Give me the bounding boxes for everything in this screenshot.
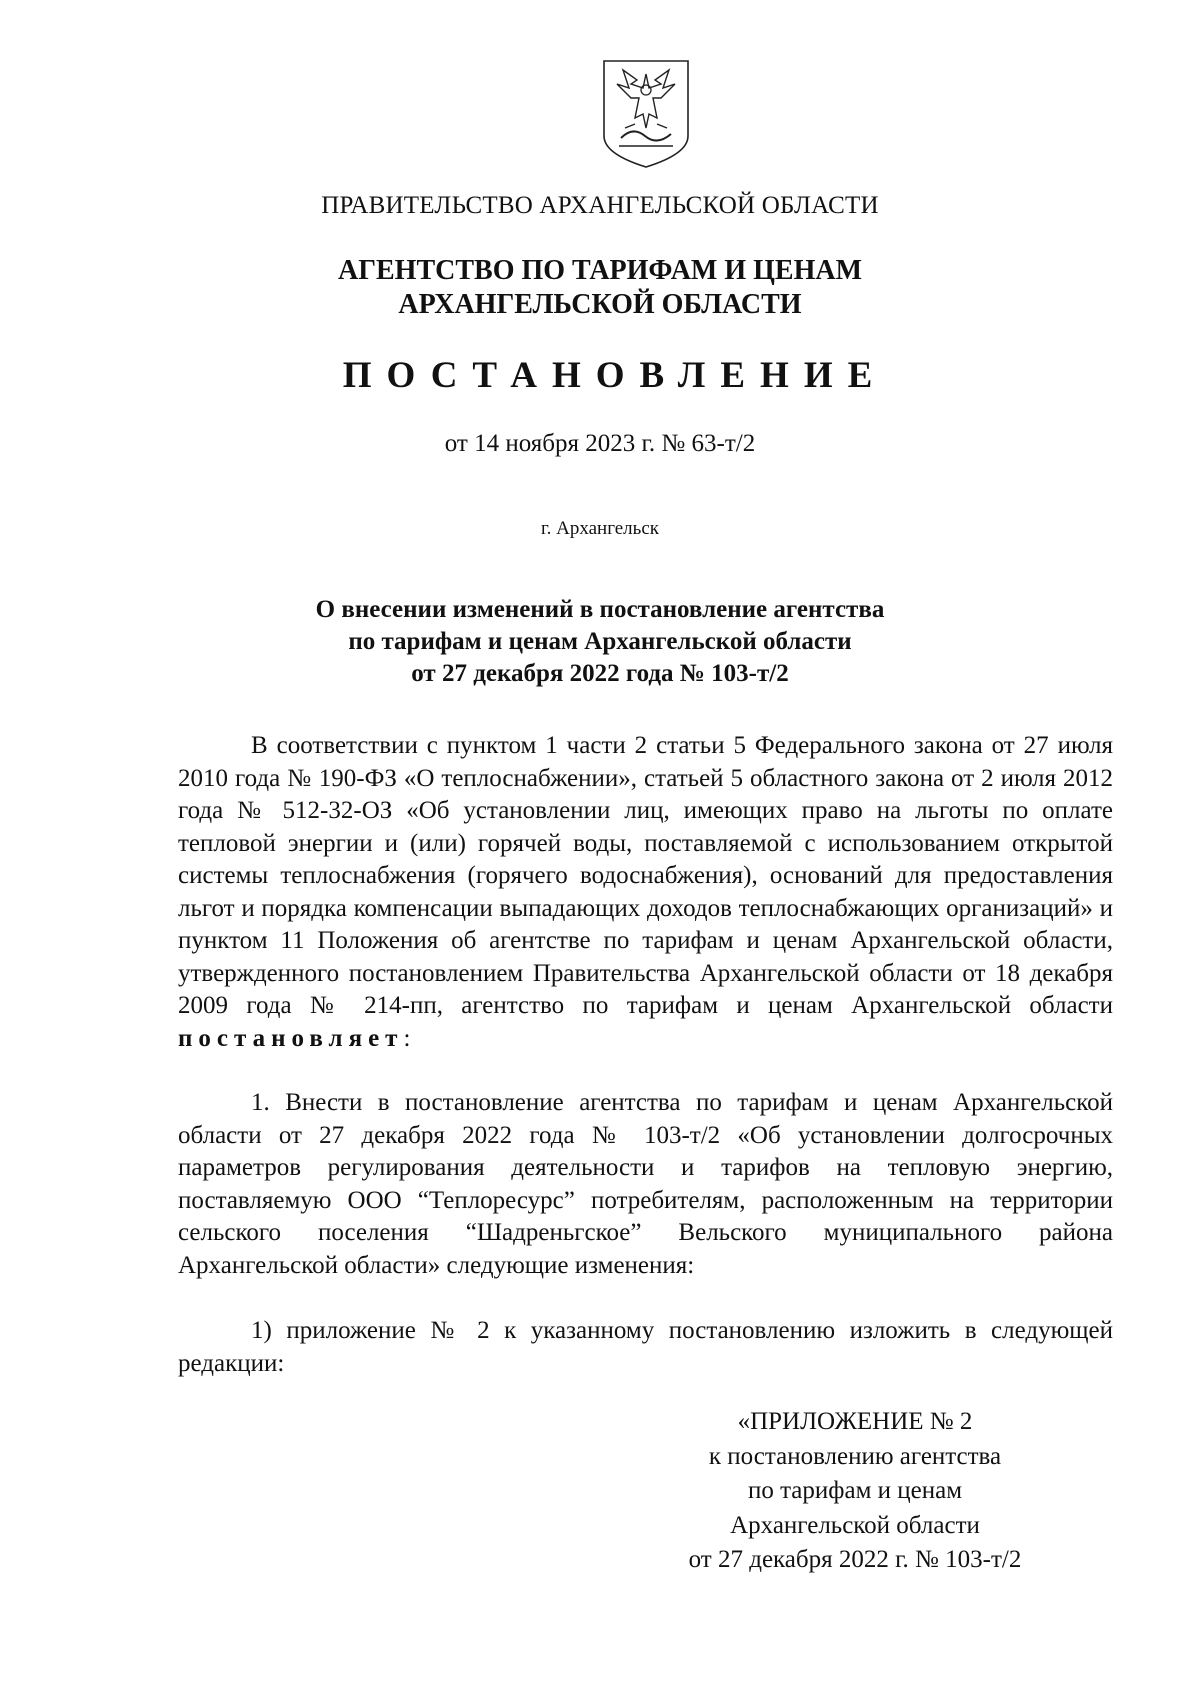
appendix-line5: от 27 декабря 2022 г. № 103-т/2	[688, 1546, 1022, 1573]
document-date-number: от 14 ноября 2023 г. № 63-т/2	[444, 430, 756, 457]
preamble-colon: :	[403, 1024, 411, 1052]
appendix-line1: «ПРИЛОЖЕНИЕ № 2	[737, 1408, 973, 1435]
appendix-line2: к постановлению агентства	[708, 1442, 1002, 1470]
subclause-1-paragraph: 1) приложение № 2 к указанному постановлению изложить в следующей редакции:	[178, 1317, 1113, 1377]
agency-name	[0, 254, 1200, 322]
preamble-paragraph	[178, 730, 1113, 1055]
clause-1-paragraph: 1. Внести в постановление агентства по тарифам и ценам Архангельской области от 27 декабря 2022 года № 103-т/2 «Об установлении долгосрочных параметров регулирования деятельности и тарифов на тепловую энергию, поставляемую ООО “Теплоресурс” потребителям, расположенным на территории сельского поселения “Шадреньгское” Вельского муниципального района Архангельской области» следующие изменения:	[178, 1089, 1113, 1279]
subject-line2: по тарифам и ценам Архангельской области	[348, 628, 852, 655]
government-name: ПРАВИТЕЛЬСТВО АРХАНГЕЛЬСКОЙ ОБЛАСТИ	[321, 192, 879, 219]
appendix-line3: по тарифам и ценам	[747, 1477, 963, 1504]
agency-name-line2: АРХАНГЕЛЬСКОЙ ОБЛАСТИ	[398, 289, 802, 320]
coat-of-arms-icon	[601, 58, 691, 170]
document-city: г. Архангельск	[540, 518, 659, 539]
resolves-word: постановляет	[178, 1024, 404, 1052]
appendix-line4: Архангельской области	[730, 1511, 980, 1539]
preamble-text: В соответствии с пунктом 1 части 2 статьи 5 Федерального закона от 27 июля 2010 года № 190-ФЗ «О теплоснабжении», статьей 5 областного закона от 2 июля 2012 года № 512-32-ОЗ «Об установлении лиц, имеющих право на льготы по оплате тепловой энергии и (или) горячей воды, поставляемой с использованием открытой системы теплоснабжения (горячего водоснабжения), оснований для предоставления льгот и порядка компенсации выпадающих доходов теплоснабжающих организаций» и пунктом 11 Положения об агентстве по тарифам и ценам Архангельской области, утвержденного постановлением Правительства Архангельской области от 18 декабря 2009 года № 214-пп, агентство по тарифам и ценам Архангельской области	[178, 732, 1113, 1019]
appendix-header	[600, 1405, 1110, 1578]
subject-line1: О внесении изменений в постановление агентства	[315, 596, 885, 623]
document-type: ПОСТАНОВЛЕНИЕ	[342, 355, 888, 396]
agency-name-line1: АГЕНТСТВО ПО ТАРИФАМ И ЦЕНАМ	[337, 255, 863, 286]
subject-line3: от 27 декабря 2022 года № 103-т/2	[411, 660, 789, 687]
document-subject	[0, 594, 1200, 690]
